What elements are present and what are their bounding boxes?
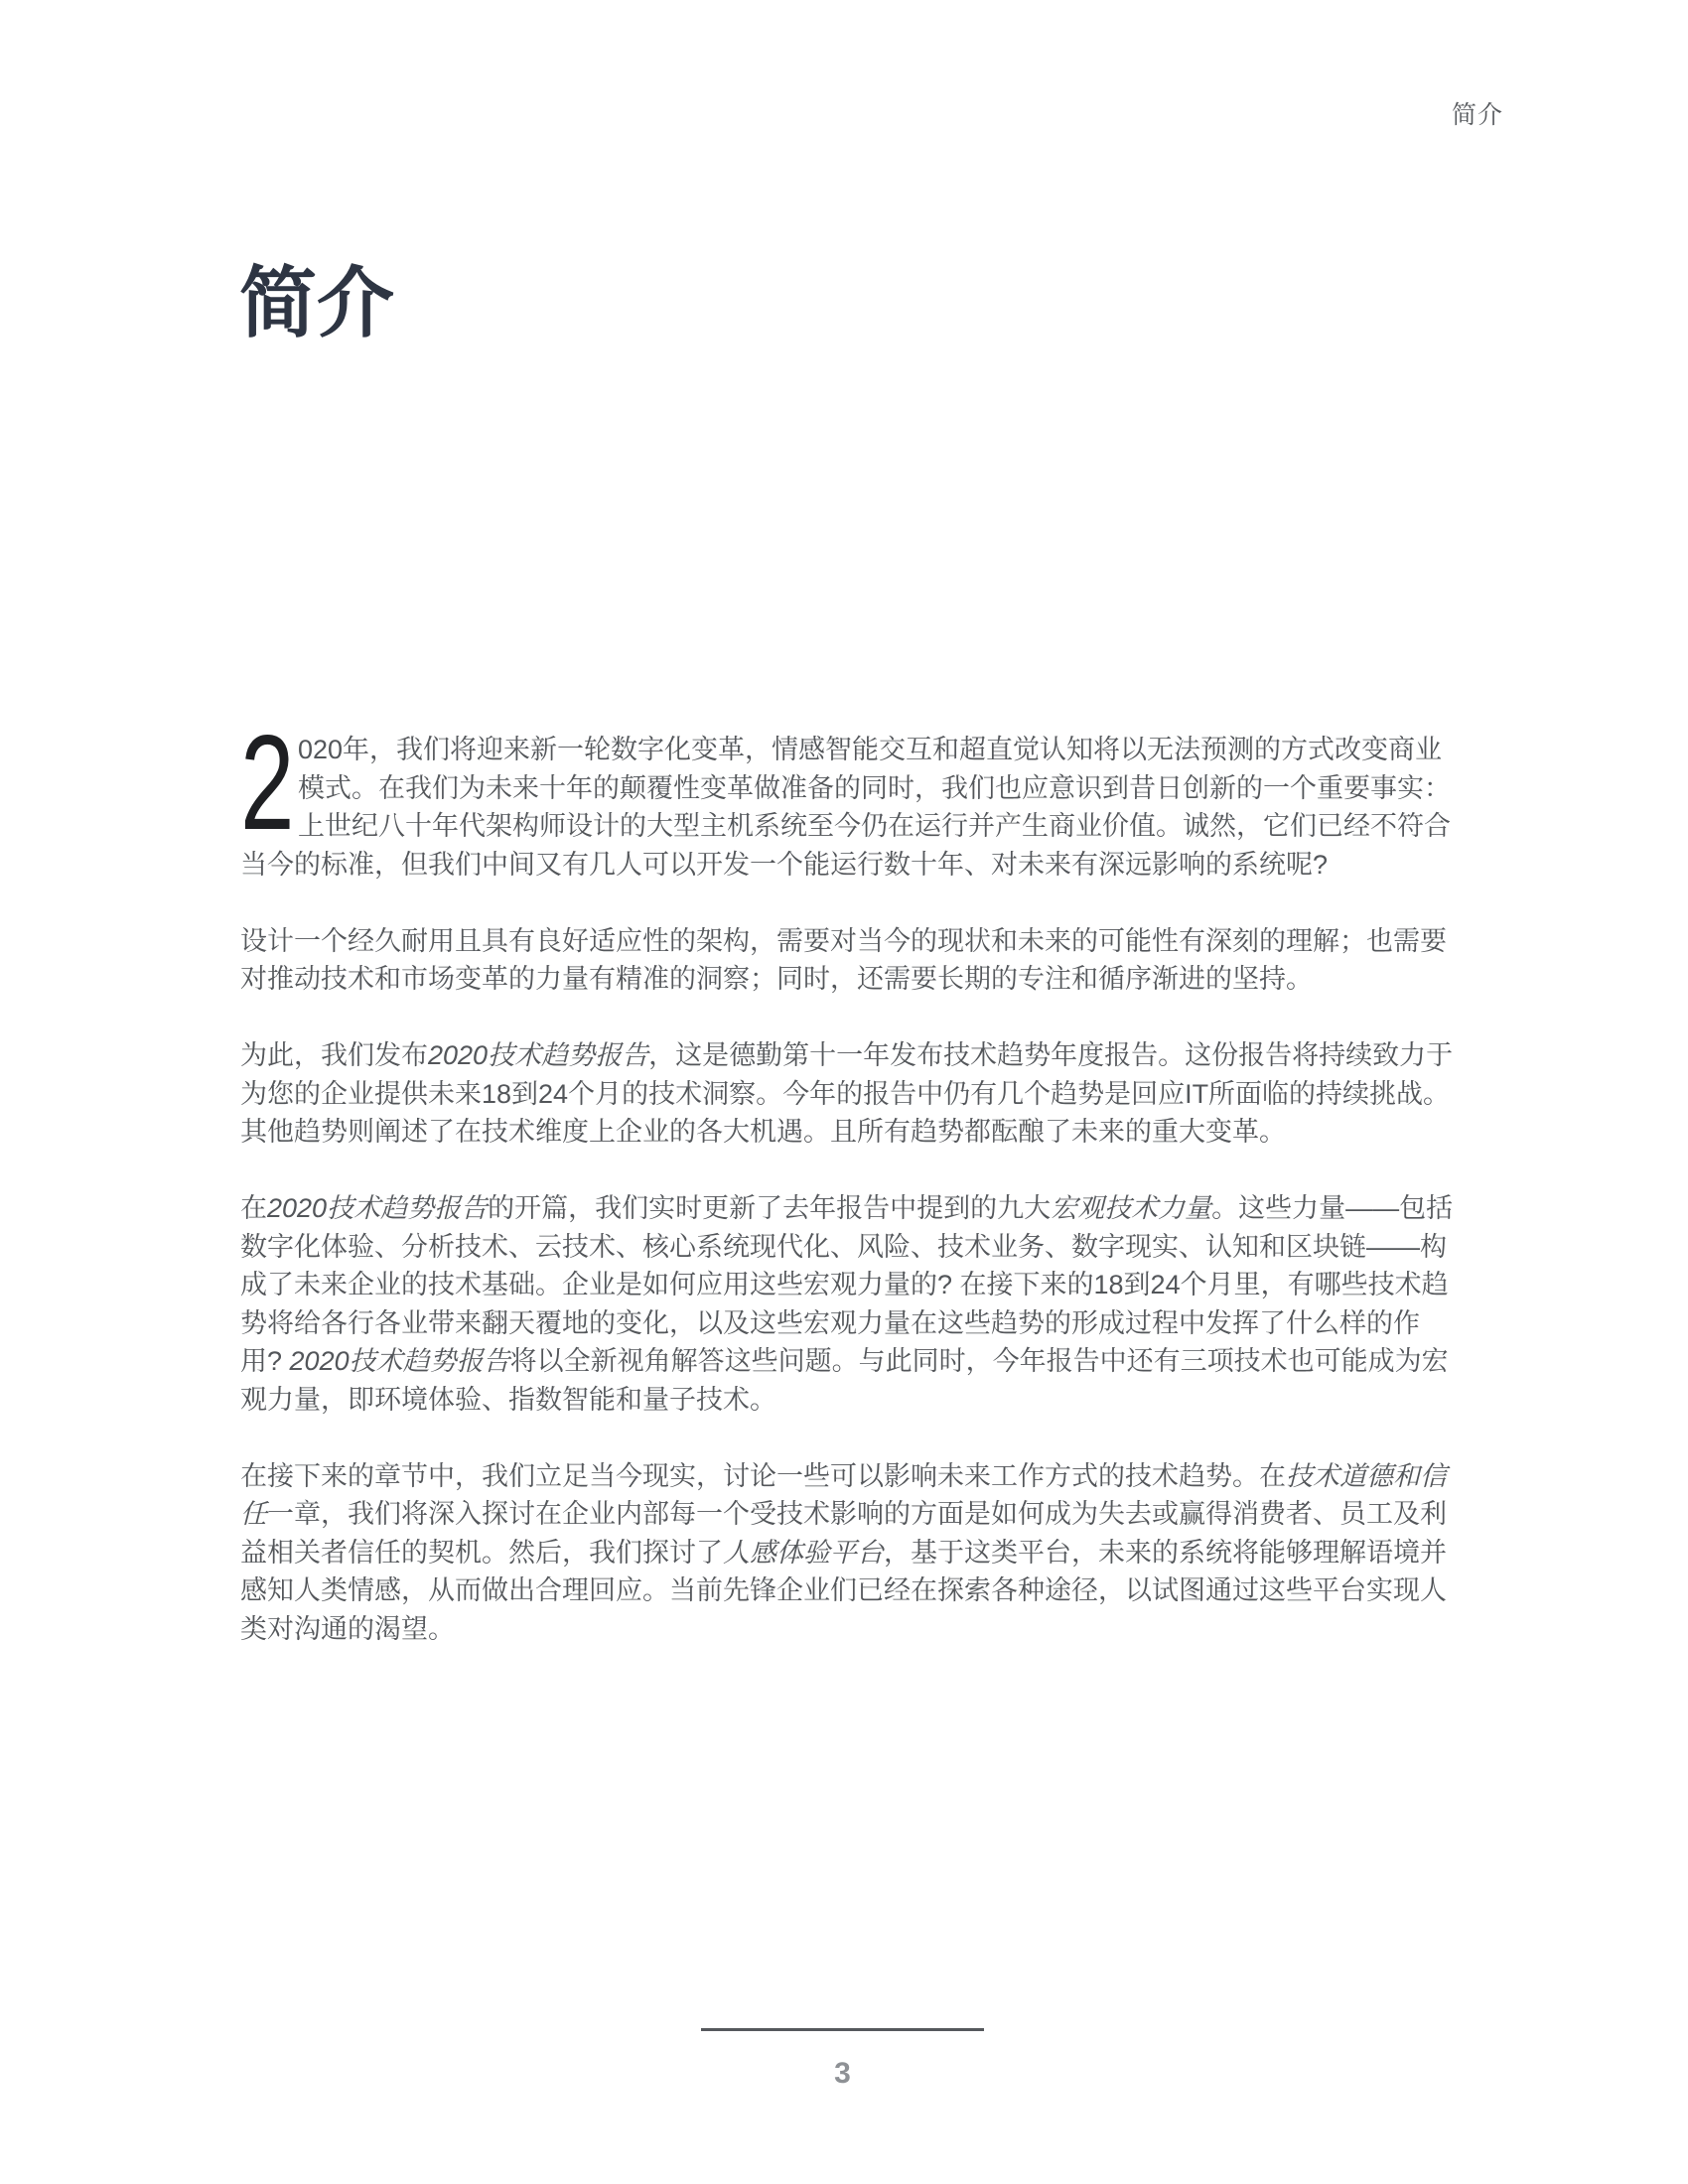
text-run: 在接下来的章节中，我们立足当今现实，讨论一些可以影响未来工作方式的技术趋势。在: [240, 1460, 1286, 1491]
text-run: 020年，我们将迎来新一轮数字化变革，情感智能交互和超直觉认知将以无法预测的方式改变商业模式。在我们为未来十年的颠覆性变革做准备的同时，我们也应意识到昔日创新的一个重要事实：上世纪八十年代架构师设计的大型主机系统至今仍在运行并产生商业价值。诚然，它们已经不符合当今的标准，但我们中间又有几人可以开发一个能运行数十年、对未来有深远影响的系统呢?: [240, 735, 1451, 880]
text-run: 将以全新视角解答这些问题。与此同时，今年报告中还有三项技术也可能成为宏观力量，即环境体验、指数智能和量子技术。: [240, 1346, 1449, 1415]
italic-term: 技术道德和信任: [240, 1460, 1447, 1529]
italic-term: 2020技术趋势报告: [428, 1040, 649, 1070]
paragraph: [240, 922, 1454, 999]
italic-term: 2020技术趋势报告: [289, 1346, 510, 1376]
footer-divider: [701, 2028, 984, 2031]
paragraph: [240, 1457, 1454, 1649]
text-run: ，基于这类平台，未来的系统将能够理解语境并感知人类情感，从而做出合理回应。当前先锋企业们已经在探索各种途径，以试图通过这些平台实现人类对沟通的渴望。: [240, 1537, 1447, 1644]
italic-term: 宏观技术力量: [1051, 1193, 1212, 1223]
paragraph: [240, 1036, 1454, 1152]
text-run: 在: [240, 1193, 267, 1223]
running-header: 简介: [1451, 101, 1503, 129]
text-run: 的开篇，我们实时更新了去年报告中提到的九大: [488, 1193, 1052, 1223]
text-run: ，这是德勤第十一年发布技术趋势年度报告。这份报告将持续致力于为您的企业提供未来18到24个月的技术洞察。今年的报告中仍有几个趋势是回应IT所面临的持续挑战。其他趋势则阐述了在技术维度上企业的各大机遇。且所有趋势都酝酿了未来的重大变革。: [240, 1040, 1454, 1147]
page-number: 3: [834, 2057, 851, 2090]
text-run: 为此，我们发布: [240, 1040, 428, 1070]
paragraph: [240, 707, 1454, 884]
italic-term: 2020技术趋势报告: [267, 1193, 489, 1223]
page-title: 简介: [239, 259, 395, 347]
paragraphs: [240, 707, 1454, 1648]
text-run: 一章，我们将深入探讨在企业内部每一个受技术影响的方面是如何成为失去或赢得消费者、员工及利益相关者信任的契机。然后，我们探讨了: [240, 1499, 1447, 1568]
text-run: 设计一个经久耐用且具有良好适应性的架构，需要对当今的现状和未来的可能性有深刻的理解；也需要对推动技术和市场变革的力量有精准的洞察；同时，还需要长期的专注和循序渐进的坚持。: [240, 925, 1447, 994]
italic-term: 人感体验平台: [723, 1537, 884, 1568]
text-run: 。这些力量——包括数字化体验、分析技术、云技术、核心系统现代化、风险、技术业务、数字现实、认知和区块链——构成了未来企业的技术基础。企业是如何应用这些宏观力量的? 在接下来的18到24个月里，有哪些技术趋势将给各行各业带来翻天覆地的变化，以及这些宏观力量在这些趋势的形成过程中发挥了什么样的作用?: [240, 1193, 1454, 1376]
drop-cap: 2: [240, 707, 295, 858]
paragraph: [240, 1189, 1454, 1419]
